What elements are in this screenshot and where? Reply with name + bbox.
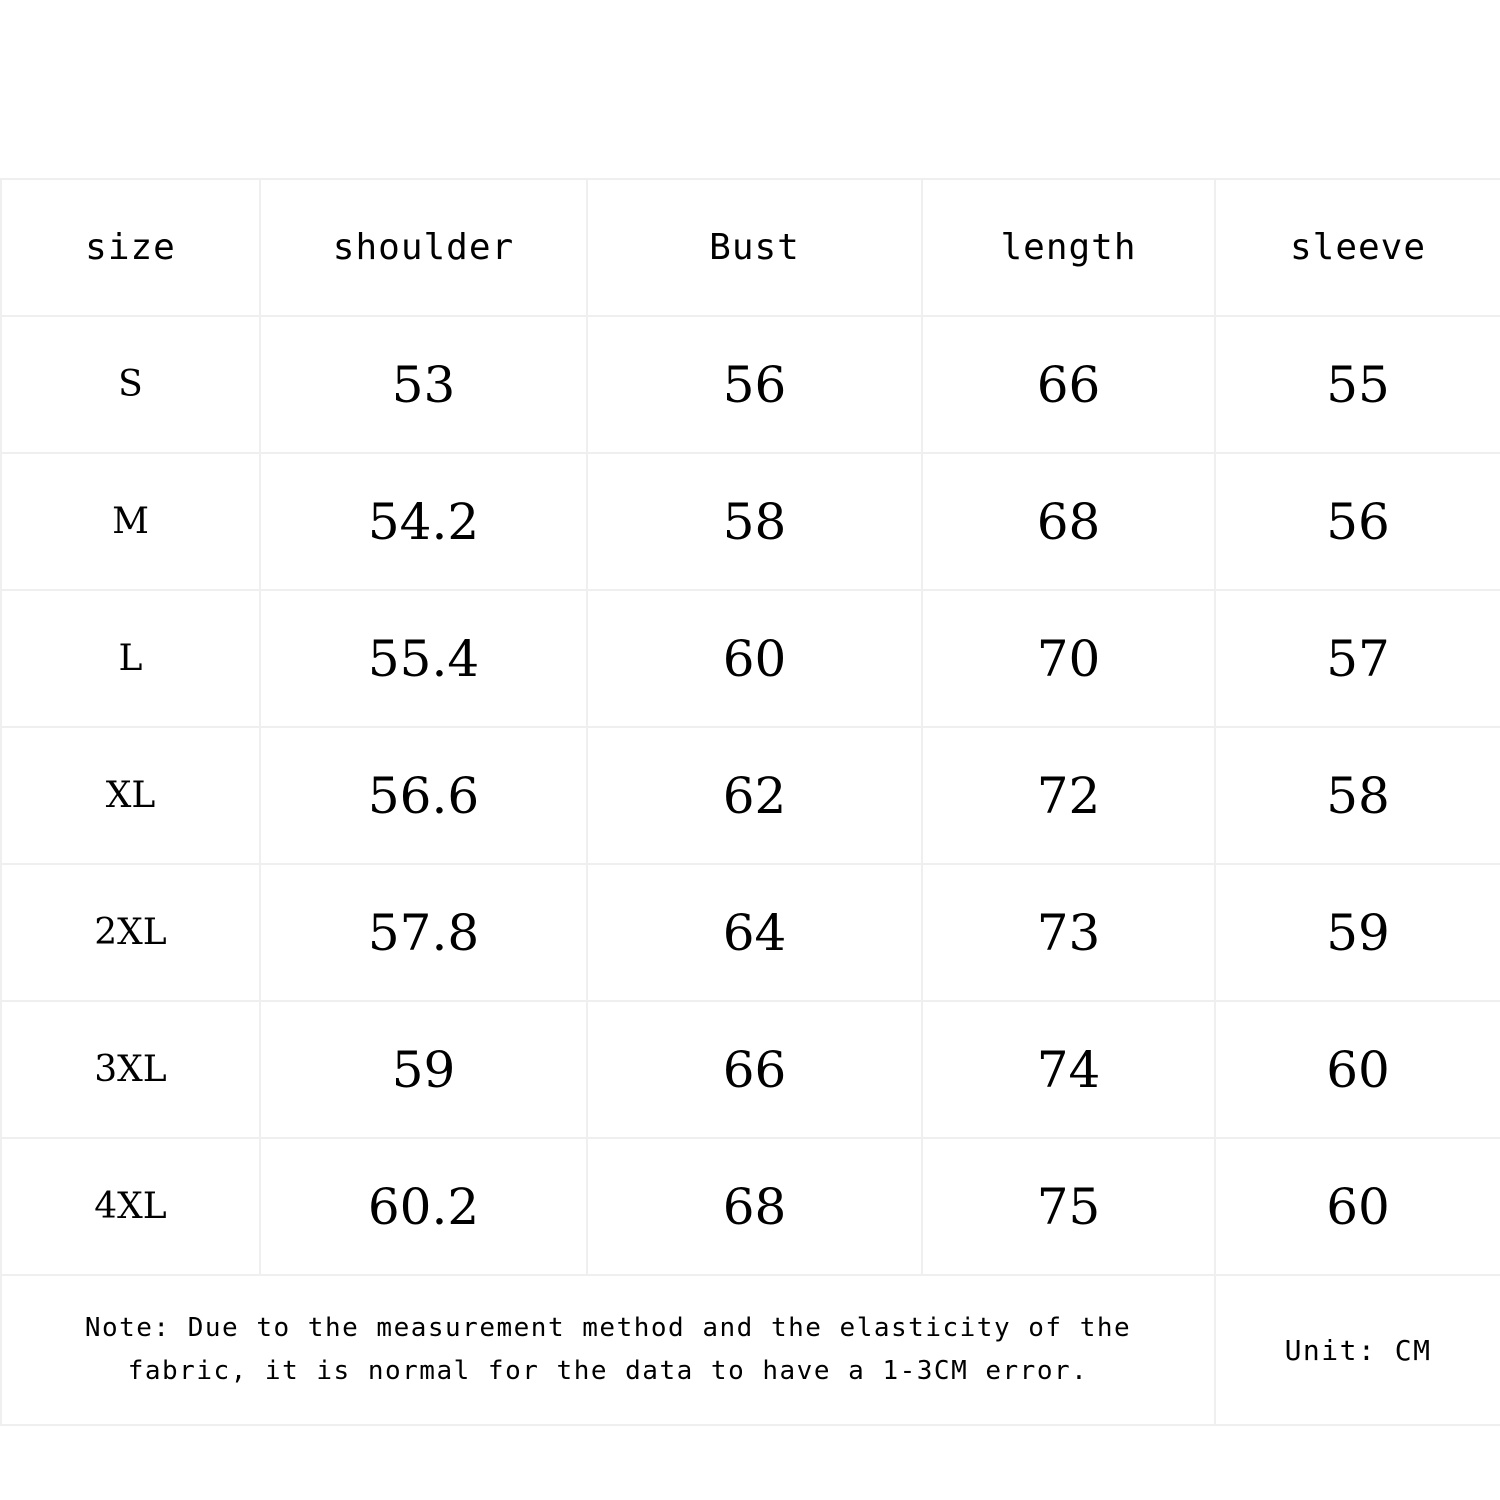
size-label: S [1, 316, 260, 453]
length-value: 68 [922, 453, 1215, 590]
bust-value: 64 [587, 864, 922, 1001]
bust-value: 58 [587, 453, 922, 590]
bust-value: 62 [587, 727, 922, 864]
note-line-1: Note: Due to the measurement method and the elasticity of the [84, 1313, 1132, 1343]
size-label: M [1, 453, 260, 590]
length-value: 74 [922, 1001, 1215, 1138]
length-value: 66 [922, 316, 1215, 453]
shoulder-value: 53 [260, 316, 587, 453]
length-value: 70 [922, 590, 1215, 727]
shoulder-value: 54.2 [260, 453, 587, 590]
shoulder-value: 55.4 [260, 590, 587, 727]
note-row [1, 1275, 1500, 1425]
bust-value: 66 [587, 1001, 922, 1138]
table-row [1, 590, 1500, 727]
sleeve-value: 59 [1215, 864, 1500, 1001]
size-label: 2XL [1, 864, 260, 1001]
sleeve-value: 57 [1215, 590, 1500, 727]
shoulder-value: 59 [260, 1001, 587, 1138]
length-value: 72 [922, 727, 1215, 864]
header-bust: Bust [587, 179, 922, 316]
shoulder-value: 56.6 [260, 727, 587, 864]
shoulder-value: 60.2 [260, 1138, 587, 1275]
size-label: L [1, 590, 260, 727]
table-row [1, 453, 1500, 590]
header-row [1, 179, 1500, 316]
table-row [1, 1001, 1500, 1138]
unit-label: Unit: CM [1215, 1275, 1500, 1425]
header-size: size [1, 179, 260, 316]
table-row [1, 864, 1500, 1001]
sleeve-value: 55 [1215, 316, 1500, 453]
length-value: 73 [922, 864, 1215, 1001]
size-label: 4XL [1, 1138, 260, 1275]
sleeve-value: 56 [1215, 453, 1500, 590]
table-row [1, 1138, 1500, 1275]
header-sleeve: sleeve [1215, 179, 1500, 316]
size-chart-table [0, 178, 1500, 1426]
sleeve-value: 58 [1215, 727, 1500, 864]
shoulder-value: 57.8 [260, 864, 587, 1001]
size-label: 3XL [1, 1001, 260, 1138]
size-label: XL [1, 727, 260, 864]
bust-value: 56 [587, 316, 922, 453]
table-row [1, 727, 1500, 864]
header-length: length [922, 179, 1215, 316]
bust-value: 68 [587, 1138, 922, 1275]
sleeve-value: 60 [1215, 1001, 1500, 1138]
sleeve-value: 60 [1215, 1138, 1500, 1275]
header-shoulder: shoulder [260, 179, 587, 316]
table-row [1, 316, 1500, 453]
note-line-2: fabric, it is normal for the data to have a 1-3CM error. [127, 1356, 1089, 1386]
bust-value: 60 [587, 590, 922, 727]
measurement-note [1, 1275, 1215, 1425]
length-value: 75 [922, 1138, 1215, 1275]
